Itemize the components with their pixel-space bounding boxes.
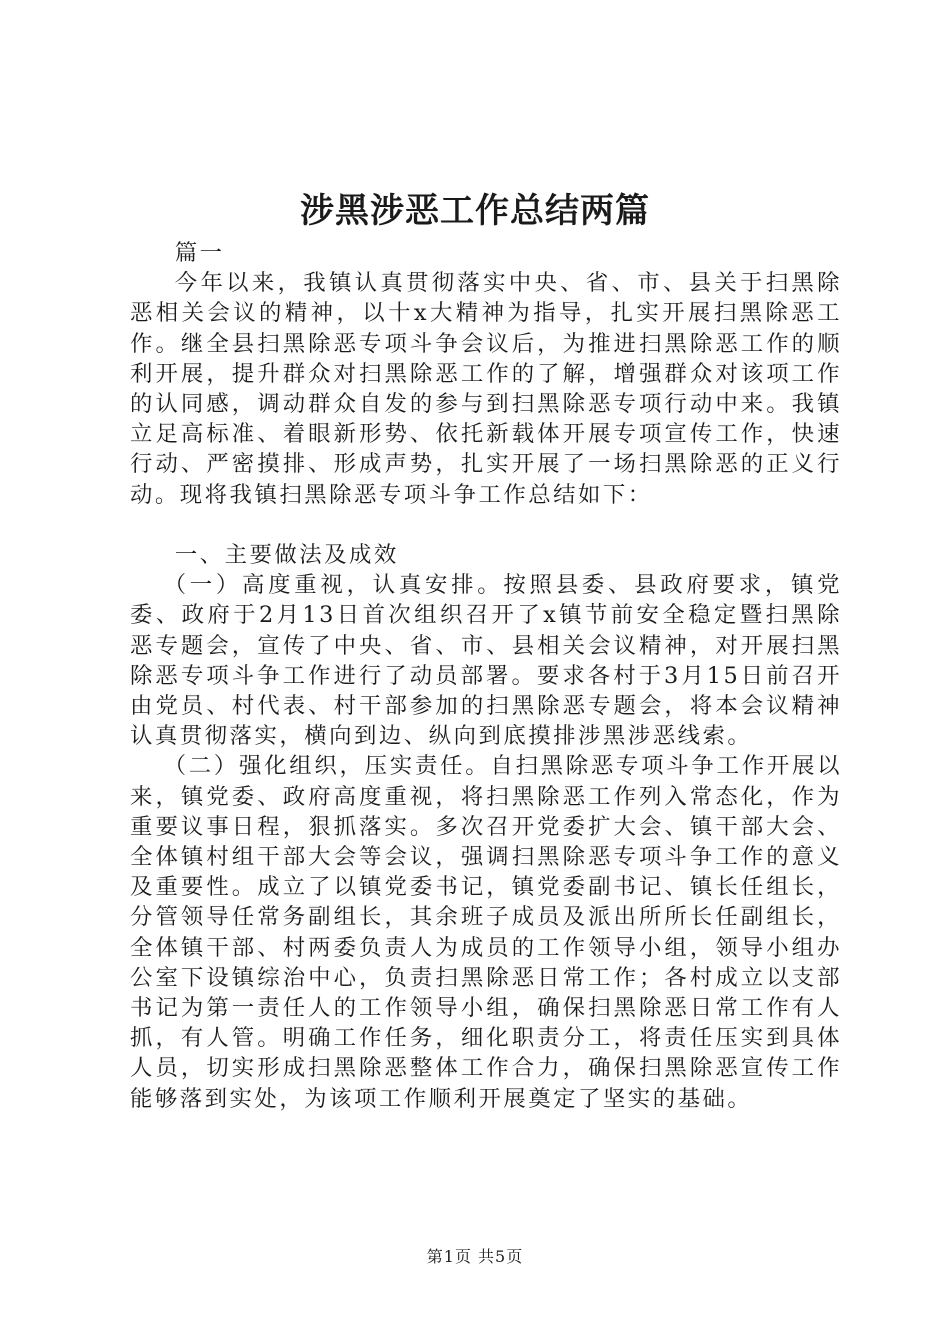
- section-label: 篇一: [174, 240, 225, 266]
- paragraph-item-2: （二）强化组织，压实责任。自扫黑除恶专项斗争工作开展以来，镇党委、政府高度重视，将扫黑除恶工作列入常态化，作为重要议事日程，狠抓落实。多次召开党委扩大会、镇干部大会、全体镇村组干部大会等会议，强调扫黑除恶专项斗争工作的意义及重要性。成立了以镇党委书记，镇党委副书记、镇长任组长，分管领导任常务副组长，其余班子成员及派出所所长任副组长，全体镇干部、村两委负责人为成员的工作领导小组，领导小组办公室下设镇综治中心，负责扫黑除恶日常工作；各村成立以支部书记为第一责任人的工作领导小组，确保扫黑除恶日常工作有人抓，有人管。明确工作任务，细化职责分工，将责任压实到具体人员，切实形成扫黑除恶整体工作合力，确保扫黑除恶宣传工作能够落到实处，为该项工作顺利开展奠定了坚实的基础。: [130, 753, 842, 1112]
- document-title: 涉黑涉恶工作总结两篇: [300, 191, 650, 231]
- paragraph-intro: 今年以来，我镇认真贯彻落实中央、省、市、县关于扫黑除恶相关会议的精神，以十x大精神为指导，扎实开展扫黑除恶工作。继全县扫黑除恶专项斗争会议后，为推进扫黑除恶工作的顺利开展，提升群众对扫黑除恶工作的了解，增强群众对该项工作的认同感，调动群众自发的参与到扫黑除恶专项行动中来。我镇立足高标准、着眼新形势、依托新载体开展专项宣传工作，快速行动、严密摸排、形成声势，扎实开展了一场扫黑除恶的正义行动。现将我镇扫黑除恶专项斗争工作总结如下：: [130, 270, 842, 508]
- page-footer: 第1页 共5页: [426, 1247, 524, 1266]
- document-body: [130, 238, 842, 1114]
- paragraph-item-1: （一）高度重视，认真安排。按照县委、县政府要求，镇党委、政府于2月13日首次组织召开了x镇节前安全稳定暨扫黑除恶专题会，宣传了中央、省、市、县相关会议精神，对开展扫黑除恶专项斗争工作进行了动员部署。要求各村于3月15日前召开由党员、村代表、村干部参加的扫黑除恶专题会，将本会议精神认真贯彻落实，横向到边、纵向到底摸排涉黑涉恶线索。: [130, 572, 842, 750]
- section-heading: 一、主要做法及成效: [174, 542, 399, 569]
